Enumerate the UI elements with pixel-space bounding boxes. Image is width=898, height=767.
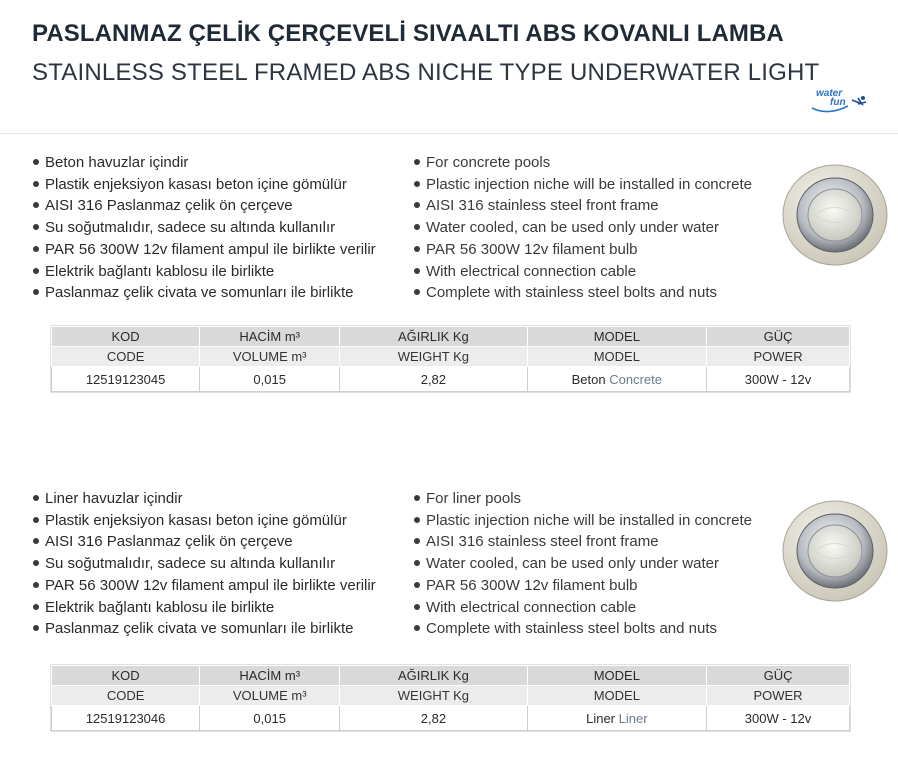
table-header-cell: MODEL xyxy=(527,666,706,686)
list-item: AISI 316 Paslanmaz çelik ön çerçeve xyxy=(33,195,376,217)
table-header-cell: GÜÇ xyxy=(707,666,850,686)
list-item: With electrical connection cable xyxy=(414,261,752,283)
list-item: Plastik enjeksiyon kasası beton içine gömülür xyxy=(33,510,376,532)
water-fun-logo xyxy=(808,88,868,116)
list-item: Plastik enjeksiyon kasası beton içine gömülür xyxy=(33,174,376,196)
table-header-cell: POWER xyxy=(707,347,850,367)
list-item: With electrical connection cable xyxy=(414,597,752,619)
table-header-cell: MODEL xyxy=(527,327,707,347)
list-item: For liner pools xyxy=(414,488,752,510)
list-item: Elektrik bağlantı kablosu ile birlikte xyxy=(33,261,376,283)
table-header-row xyxy=(52,666,850,686)
cell-model xyxy=(527,706,706,731)
features-tr-1 xyxy=(33,152,376,304)
header-divider xyxy=(0,133,898,134)
table-row xyxy=(52,367,850,392)
cell-code: 12519123045 xyxy=(52,367,200,392)
list-item: Complete with stainless steel bolts and nuts xyxy=(414,282,752,304)
list-item: AISI 316 stainless steel front frame xyxy=(414,531,752,553)
list-item: Liner havuzlar içindir xyxy=(33,488,376,510)
cell-weight: 2,82 xyxy=(340,367,527,392)
table-header-cell: CODE xyxy=(52,686,200,706)
table-header-cell: VOLUME m³ xyxy=(200,686,340,706)
table-header-cell: CODE xyxy=(52,347,200,367)
model-en: Liner xyxy=(618,710,648,726)
table-header-cell: POWER xyxy=(707,686,850,706)
page-title-tr: PASLANMAZ ÇELİK ÇERÇEVELİ SIVAALTI ABS KOVANLI LAMBA xyxy=(32,20,784,47)
spec-table-2 xyxy=(51,665,850,731)
table-header-cell: AĞIRLIK Kg xyxy=(340,666,527,686)
spec-table-1 xyxy=(51,326,850,392)
table-header-cell: VOLUME m³ xyxy=(200,347,340,367)
list-item: Elektrik bağlantı kablosu ile birlikte xyxy=(33,597,376,619)
table-header-cell: GÜÇ xyxy=(707,327,850,347)
table-header-cell: WEIGHT Kg xyxy=(340,686,527,706)
logo-text-water: water xyxy=(816,88,843,99)
lamp-image-2 xyxy=(780,496,890,606)
list-item: Water cooled, can be used only under water xyxy=(414,553,752,575)
table-subheader-row xyxy=(52,686,850,706)
page-title-en: STAINLESS STEEL FRAMED ABS NICHE TYPE UNDERWATER LIGHT xyxy=(32,59,820,86)
cell-volume: 0,015 xyxy=(200,706,340,731)
table-row xyxy=(52,706,850,731)
cell-model xyxy=(527,367,707,392)
list-item: Beton havuzlar içindir xyxy=(33,152,376,174)
cell-power: 300W - 12v xyxy=(707,706,850,731)
table-header-row xyxy=(52,327,850,347)
lamp-image-1 xyxy=(780,160,890,270)
table-header-cell: MODEL xyxy=(527,686,706,706)
model-tr: Liner xyxy=(586,710,616,726)
table-header-cell: AĞIRLIK Kg xyxy=(340,327,527,347)
cell-code: 12519123046 xyxy=(52,706,200,731)
list-item: AISI 316 Paslanmaz çelik ön çerçeve xyxy=(33,531,376,553)
list-item: For concrete pools xyxy=(414,152,752,174)
table-header-cell: WEIGHT Kg xyxy=(340,347,527,367)
cell-power: 300W - 12v xyxy=(707,367,850,392)
table-header-cell: KOD xyxy=(52,666,200,686)
logo-text-fun: fun xyxy=(830,97,846,108)
model-tr: Beton xyxy=(571,371,606,387)
list-item: Su soğutmalıdır, sadece su altında kullanılır xyxy=(33,553,376,575)
list-item: Water cooled, can be used only under water xyxy=(414,217,752,239)
features-tr-2 xyxy=(33,488,376,640)
table-header-cell: MODEL xyxy=(527,347,707,367)
list-item: Paslanmaz çelik civata ve somunları ile birlikte xyxy=(33,282,376,304)
table-header-cell: HACİM m³ xyxy=(200,327,340,347)
list-item: PAR 56 300W 12v filament bulb xyxy=(414,239,752,261)
list-item: Plastic injection niche will be installed in concrete xyxy=(414,174,752,196)
table-header-cell: HACİM m³ xyxy=(200,666,340,686)
logo-swimmer-icon xyxy=(808,88,868,116)
table-subheader-row xyxy=(52,347,850,367)
list-item: Complete with stainless steel bolts and nuts xyxy=(414,618,752,640)
list-item: AISI 316 stainless steel front frame xyxy=(414,195,752,217)
list-item: PAR 56 300W 12v filament ampul ile birlikte verilir xyxy=(33,575,376,597)
cell-weight: 2,82 xyxy=(340,706,527,731)
table-header-cell: KOD xyxy=(52,327,200,347)
list-item: PAR 56 300W 12v filament bulb xyxy=(414,575,752,597)
list-item: Plastic injection niche will be installed in concrete xyxy=(414,510,752,532)
list-item: PAR 56 300W 12v filament ampul ile birlikte verilir xyxy=(33,239,376,261)
model-en: Concrete xyxy=(609,371,662,387)
list-item: Su soğutmalıdır, sadece su altında kullanılır xyxy=(33,217,376,239)
features-en-2 xyxy=(414,488,752,640)
list-item: Paslanmaz çelik civata ve somunları ile birlikte xyxy=(33,618,376,640)
features-en-1 xyxy=(414,152,752,304)
cell-volume: 0,015 xyxy=(200,367,340,392)
